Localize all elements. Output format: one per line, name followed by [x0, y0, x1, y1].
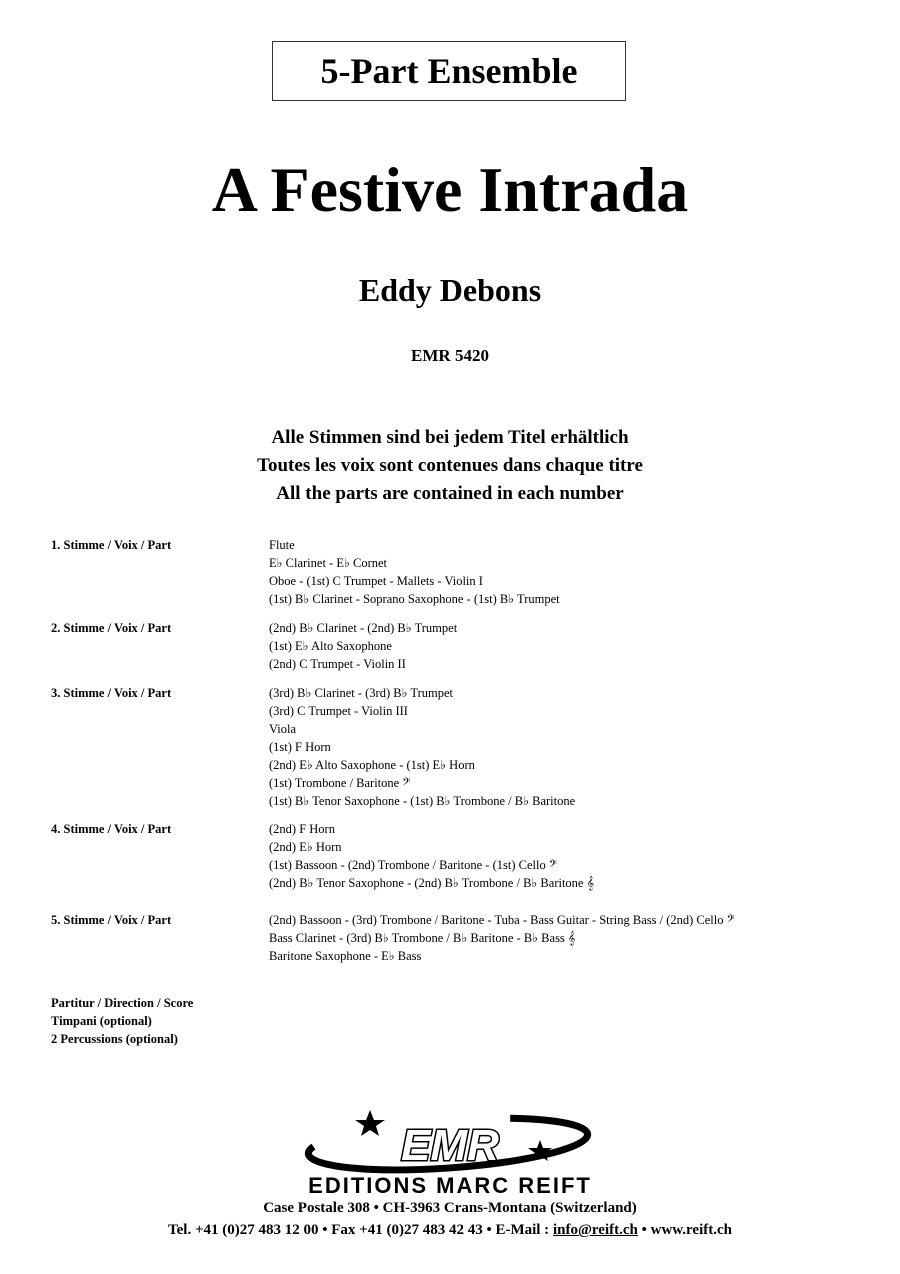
email-link[interactable]: info@reift.ch	[552, 1222, 638, 1238]
publisher-address: Case Postale 308 • CH-3963 Crans-Montana (Switzerland)	[263, 1200, 637, 1216]
instrument-line: (2nd) C Trumpet - Violin II	[269, 657, 406, 671]
part-label: 4. Stimme / Voix / Part	[51, 822, 172, 836]
publisher-contact	[0, 1220, 900, 1240]
instrument-line: (1st) B♭ Tenor Saxophone - (1st) B♭ Trombone / B♭ Baritone	[269, 794, 576, 808]
part-label: 3. Stimme / Voix / Part	[51, 686, 172, 700]
catalog-number: EMR 5420	[411, 346, 489, 365]
instrument-line: (3rd) B♭ Clarinet - (3rd) B♭ Trumpet	[269, 686, 453, 700]
part-instruments	[269, 684, 575, 810]
instrument-line: Baritone Saxophone - E♭ Bass	[269, 949, 422, 963]
part-instruments	[269, 911, 735, 965]
intro-line-french: Toutes les voix sont contenues dans chaque titre	[257, 455, 643, 476]
ensemble-label: 5-Part Ensemble	[272, 41, 626, 101]
instrument-line: (1st) F Horn	[269, 740, 331, 754]
contact-website: • www.reift.ch	[637, 1222, 732, 1238]
instrument-line: (2nd) B♭ Tenor Saxophone - (2nd) B♭ Trombone / B♭ Baritone 𝄞	[269, 876, 594, 890]
emr-logo	[300, 1108, 600, 1174]
instrument-line: (1st) Trombone / Baritone 𝄢	[269, 776, 411, 790]
part-label: 1. Stimme / Voix / Part	[51, 538, 172, 552]
extra-item-score: Partitur / Direction / Score	[51, 996, 194, 1010]
instrument-line: (1st) B♭ Clarinet - Soprano Saxophone - (1st) B♭ Trumpet	[269, 592, 560, 606]
extra-parts	[51, 994, 193, 1048]
instrument-line: (2nd) E♭ Horn	[269, 840, 342, 854]
instrument-line: (3rd) C Trumpet - Violin III	[269, 704, 408, 718]
instrument-line: (2nd) F Horn	[269, 822, 335, 836]
intro-text	[0, 424, 900, 508]
instrument-line: Oboe - (1st) C Trumpet - Mallets - Violin I	[269, 574, 483, 588]
intro-line-german: Alle Stimmen sind bei jedem Titel erhältlich	[271, 427, 629, 448]
instrument-line: (2nd) B♭ Clarinet - (2nd) B♭ Trumpet	[269, 621, 458, 635]
piece-title: A Festive Intrada	[211, 154, 689, 225]
instrument-line: Bass Clarinet - (3rd) B♭ Trombone / B♭ Baritone - B♭ Bass 𝄞	[269, 931, 576, 945]
extra-item-timpani: Timpani (optional)	[51, 1014, 152, 1028]
logo-star-left	[355, 1110, 385, 1136]
instrument-line: Viola	[269, 722, 297, 736]
part-instruments	[269, 619, 457, 673]
part-instruments	[269, 820, 594, 892]
publisher-name: EDITIONS MARC REIFT	[308, 1173, 592, 1198]
part-instruments	[269, 536, 560, 608]
instrument-line: (1st) E♭ Alto Saxophone	[269, 639, 392, 653]
instrument-line: (2nd) E♭ Alto Saxophone - (1st) E♭ Horn	[269, 758, 475, 772]
instrument-line: Flute	[269, 538, 295, 552]
instrument-line: E♭ Clarinet - E♭ Cornet	[269, 556, 388, 570]
composer-name: Eddy Debons	[358, 272, 542, 308]
contact-phone-fax: Tel. +41 (0)27 483 12 00 • Fax +41 (0)27 483 42 43 • E-Mail :	[168, 1222, 553, 1238]
instrument-line: (2nd) Bassoon - (3rd) Trombone / Baritone - Tuba - Bass Guitar - String Bass / (2nd) Cello 𝄢	[269, 913, 735, 927]
part-label: 2. Stimme / Voix / Part	[51, 621, 172, 635]
logo-lettering: EMR	[401, 1121, 499, 1170]
extra-item-percussion: 2 Percussions (optional)	[51, 1032, 178, 1046]
intro-line-english: All the parts are contained in each number	[276, 483, 624, 504]
instrument-line: (1st) Bassoon - (2nd) Trombone / Baritone - (1st) Cello 𝄢	[269, 858, 557, 872]
part-label: 5. Stimme / Voix / Part	[51, 913, 172, 927]
